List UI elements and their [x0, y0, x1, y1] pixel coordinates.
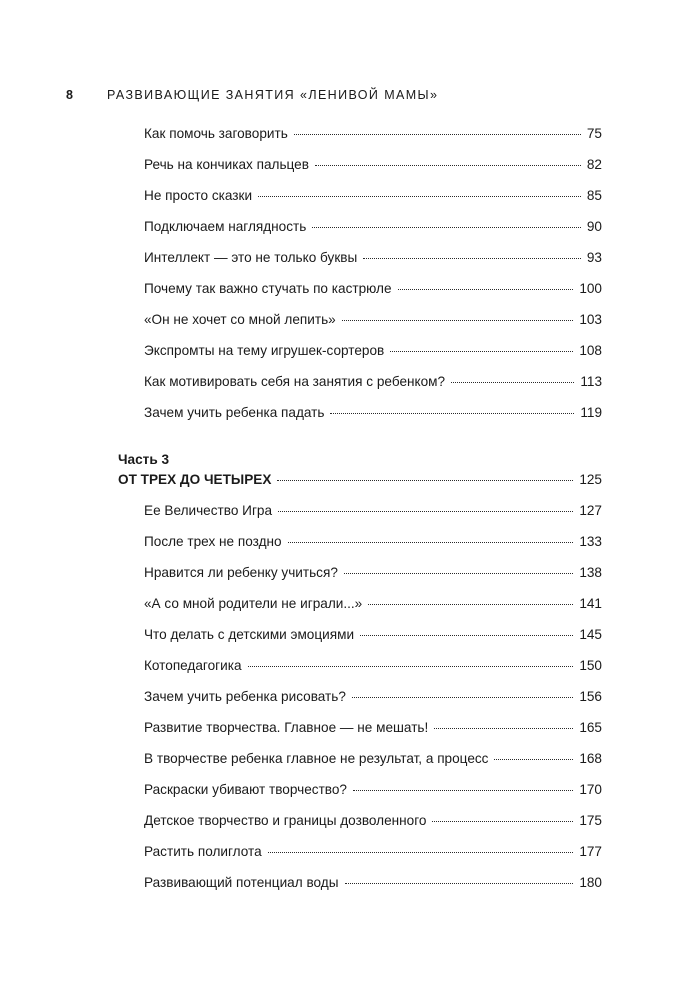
leader-dots	[312, 226, 581, 228]
toc-entry-title: Развитие творчества. Главное — не мешать!	[144, 720, 429, 735]
toc-entry-page: 141	[579, 596, 602, 611]
toc-entry-title: Развивающий потенциал воды	[144, 875, 339, 890]
leader-dots	[294, 133, 581, 135]
toc-entry[interactable]	[118, 782, 602, 813]
toc-entry-title: Как помочь заговорить	[144, 126, 288, 141]
toc-part-entry[interactable]	[118, 472, 602, 503]
toc-entry[interactable]	[118, 374, 602, 405]
toc-entry-title: Как мотивировать себя на занятия с ребенком?	[144, 374, 446, 389]
toc-section-part2	[118, 126, 602, 436]
leader-dots	[368, 603, 573, 605]
leader-dots	[288, 541, 574, 543]
running-head	[66, 88, 626, 102]
leader-dots	[363, 257, 581, 259]
toc-entry-title: Ее Величество Игра	[144, 503, 273, 518]
toc-entry[interactable]	[118, 596, 602, 627]
toc-entry-page: 150	[579, 658, 602, 673]
toc-entry[interactable]	[118, 875, 602, 906]
toc-entry-page: 168	[579, 751, 602, 766]
toc-entry-page: 103	[579, 312, 602, 327]
leader-dots	[434, 727, 573, 729]
toc-entry-title: Что делать с детскими эмоциями	[144, 627, 355, 642]
toc-entry-title: После трех не поздно	[144, 534, 282, 549]
toc-entry[interactable]	[118, 720, 602, 751]
toc-entry[interactable]	[118, 250, 602, 281]
toc-entry-page: 170	[579, 782, 602, 797]
leader-dots	[342, 319, 574, 321]
leader-dots	[494, 758, 573, 760]
toc-part-page: 125	[579, 472, 602, 487]
toc-entry-page: 113	[580, 374, 602, 389]
toc-entry[interactable]	[118, 188, 602, 219]
toc-entry-title: Котопедагогика	[144, 658, 242, 673]
toc-entry[interactable]	[118, 157, 602, 188]
toc-entry-page: 165	[579, 720, 602, 735]
toc-entry-title: Зачем учить ребенка рисовать?	[144, 689, 346, 704]
toc-entry[interactable]	[118, 844, 602, 875]
toc-entry[interactable]	[118, 281, 602, 312]
leader-dots	[315, 164, 581, 166]
leader-dots	[345, 882, 574, 884]
toc-entry-page: 82	[586, 157, 602, 172]
leader-dots	[390, 350, 573, 352]
toc-entry-page: 175	[579, 813, 602, 828]
toc-entry-page: 90	[586, 219, 602, 234]
toc-entry-title: Речь на кончиках пальцев	[144, 157, 309, 172]
toc-entry[interactable]	[118, 503, 602, 534]
toc-entry-title: Подключаем наглядность	[144, 219, 307, 234]
toc-entry[interactable]	[118, 312, 602, 343]
leader-dots	[353, 789, 573, 791]
leader-dots	[398, 288, 574, 290]
leader-dots	[330, 412, 574, 414]
toc-part-title: ОТ ТРЕХ ДО ЧЕТЫРЕХ	[118, 472, 272, 487]
toc-entry-title: Раскраски убивают творчество?	[144, 782, 347, 797]
leader-dots	[277, 479, 573, 481]
table-of-contents	[118, 126, 602, 906]
part-label: Часть 3	[118, 452, 170, 467]
toc-entry-page: 156	[579, 689, 602, 704]
toc-entry-title: Детское творчество и границы дозволенного	[144, 813, 427, 828]
toc-entry-title: Не просто сказки	[144, 188, 253, 203]
toc-entry[interactable]	[118, 126, 602, 157]
toc-entry-title: Нравится ли ребенку учиться?	[144, 565, 338, 580]
toc-entry-page: 180	[579, 875, 602, 890]
toc-entry[interactable]	[118, 534, 602, 565]
toc-entry[interactable]	[118, 627, 602, 658]
toc-entry[interactable]	[118, 565, 602, 596]
running-title: РАЗВИВАЮЩИЕ ЗАНЯТИЯ «ЛЕНИВОЙ МАМЫ»	[106, 88, 439, 102]
toc-entry[interactable]	[118, 405, 602, 436]
leader-dots	[248, 665, 574, 667]
toc-entry-page: 127	[579, 503, 602, 518]
toc-entry[interactable]	[118, 813, 602, 844]
toc-entry-title: Растить полиглота	[144, 844, 262, 859]
toc-entry[interactable]	[118, 343, 602, 374]
toc-entry-title: «Он не хочет со мной лепить»	[144, 312, 336, 327]
toc-entry-page: 177	[579, 844, 602, 859]
toc-section-part3	[118, 503, 602, 906]
toc-entry[interactable]	[118, 658, 602, 689]
toc-entry-page: 133	[579, 534, 602, 549]
leader-dots	[352, 696, 573, 698]
toc-entry-title: Зачем учить ребенка падать	[144, 405, 325, 420]
toc-entry-page: 93	[586, 250, 602, 265]
toc-entry-title: Интеллект — это не только буквы	[144, 250, 358, 265]
toc-entry-page: 119	[580, 405, 602, 420]
toc-entry[interactable]	[118, 751, 602, 782]
toc-entry-title: В творчестве ребенка главное не результат, а процесс	[144, 751, 489, 766]
page-number: 8	[66, 88, 73, 102]
toc-entry-page: 75	[586, 126, 602, 141]
leader-dots	[451, 381, 574, 383]
toc-entry[interactable]	[118, 219, 602, 250]
leader-dots	[258, 195, 581, 197]
toc-entry-title: «А со мной родители не играли...»	[144, 596, 363, 611]
toc-entry-title: Почему так важно стучать по кастрюле	[144, 281, 392, 296]
leader-dots	[268, 851, 574, 853]
toc-entry-page: 138	[579, 565, 602, 580]
leader-dots	[432, 820, 573, 822]
toc-entry-title: Экспромты на тему игрушек-сортеров	[144, 343, 385, 358]
leader-dots	[344, 572, 573, 574]
toc-entry-page: 100	[579, 281, 602, 296]
leader-dots	[360, 634, 573, 636]
toc-entry-page: 145	[579, 627, 602, 642]
toc-entry-page: 85	[586, 188, 602, 203]
toc-entry-page: 108	[579, 343, 602, 358]
toc-entry[interactable]	[118, 689, 602, 720]
leader-dots	[278, 510, 573, 512]
